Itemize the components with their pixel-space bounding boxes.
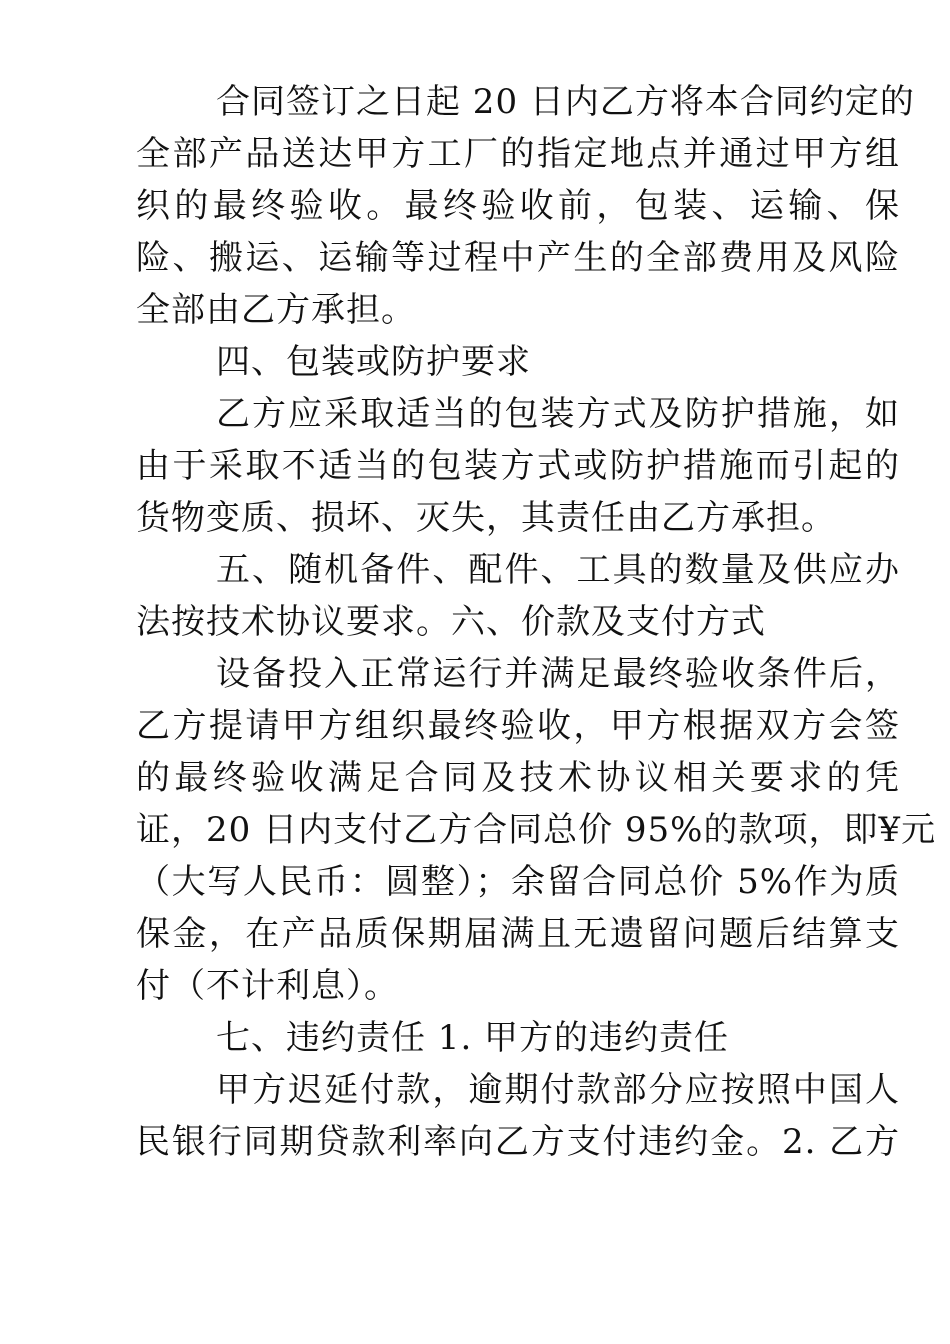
text-line: 货物变质、损坏、灭失，其责任由乙方承担。 bbox=[136, 498, 836, 538]
text-line: 织的最终验收。最终验收前，包装、运输、保 bbox=[136, 186, 900, 226]
section-heading-packaging bbox=[68, 336, 900, 388]
text-line: 五、随机备件、配件、工具的数量及供应办 bbox=[216, 550, 900, 590]
text-line: 险、搬运、运输等过程中产生的全部费用及风险 bbox=[136, 238, 900, 278]
text-line: 证，20 日内支付乙方合同总价 95%的款项，即¥元 bbox=[136, 810, 937, 850]
text-line: 七、违约责任 1. 甲方的违约责任 bbox=[216, 1018, 730, 1058]
text-line: 乙方应采取适当的包装方式及防护措施，如 bbox=[216, 394, 900, 434]
text-line: 全部产品送达甲方工厂的指定地点并通过甲方组 bbox=[136, 134, 900, 174]
text-line: 四、包装或防护要求 bbox=[216, 342, 531, 382]
text-line: 保金，在产品质保期届满且无遗留问题后结算支 bbox=[136, 914, 900, 954]
text-line: 付（不计利息）。 bbox=[136, 966, 399, 1006]
paragraph-late-payment bbox=[68, 1064, 900, 1168]
paragraph-spare-parts bbox=[68, 544, 900, 648]
text-line: 乙方提请甲方组织最终验收，甲方根据双方会签 bbox=[136, 706, 900, 746]
text-line: 由于采取不适当的包装方式或防护措施而引起的 bbox=[136, 446, 900, 486]
text-line: 全部由乙方承担。 bbox=[136, 290, 416, 330]
paragraph-packaging bbox=[68, 388, 900, 544]
text-line: 民银行同期贷款利率向乙方支付违约金。2. 乙方 bbox=[136, 1122, 900, 1162]
section-heading-liability bbox=[68, 1012, 900, 1064]
text-line: （大写人民币：圆整）；余留合同总价 5%作为质 bbox=[136, 862, 900, 902]
paragraph-payment bbox=[68, 648, 937, 1012]
paragraph-delivery bbox=[68, 76, 915, 336]
text-line: 法按技术协议要求。六、价款及支付方式 bbox=[136, 602, 766, 642]
text-line: 合同签订之日起 20 日内乙方将本合同约定的 bbox=[216, 82, 915, 122]
text-line: 的最终验收满足合同及技术协议相关要求的凭 bbox=[136, 758, 900, 798]
document-body bbox=[68, 76, 937, 1168]
text-line: 设备投入正常运行并满足最终验收条件后， bbox=[216, 654, 900, 694]
text-line: 甲方迟延付款，逾期付款部分应按照中国人 bbox=[216, 1070, 900, 1110]
